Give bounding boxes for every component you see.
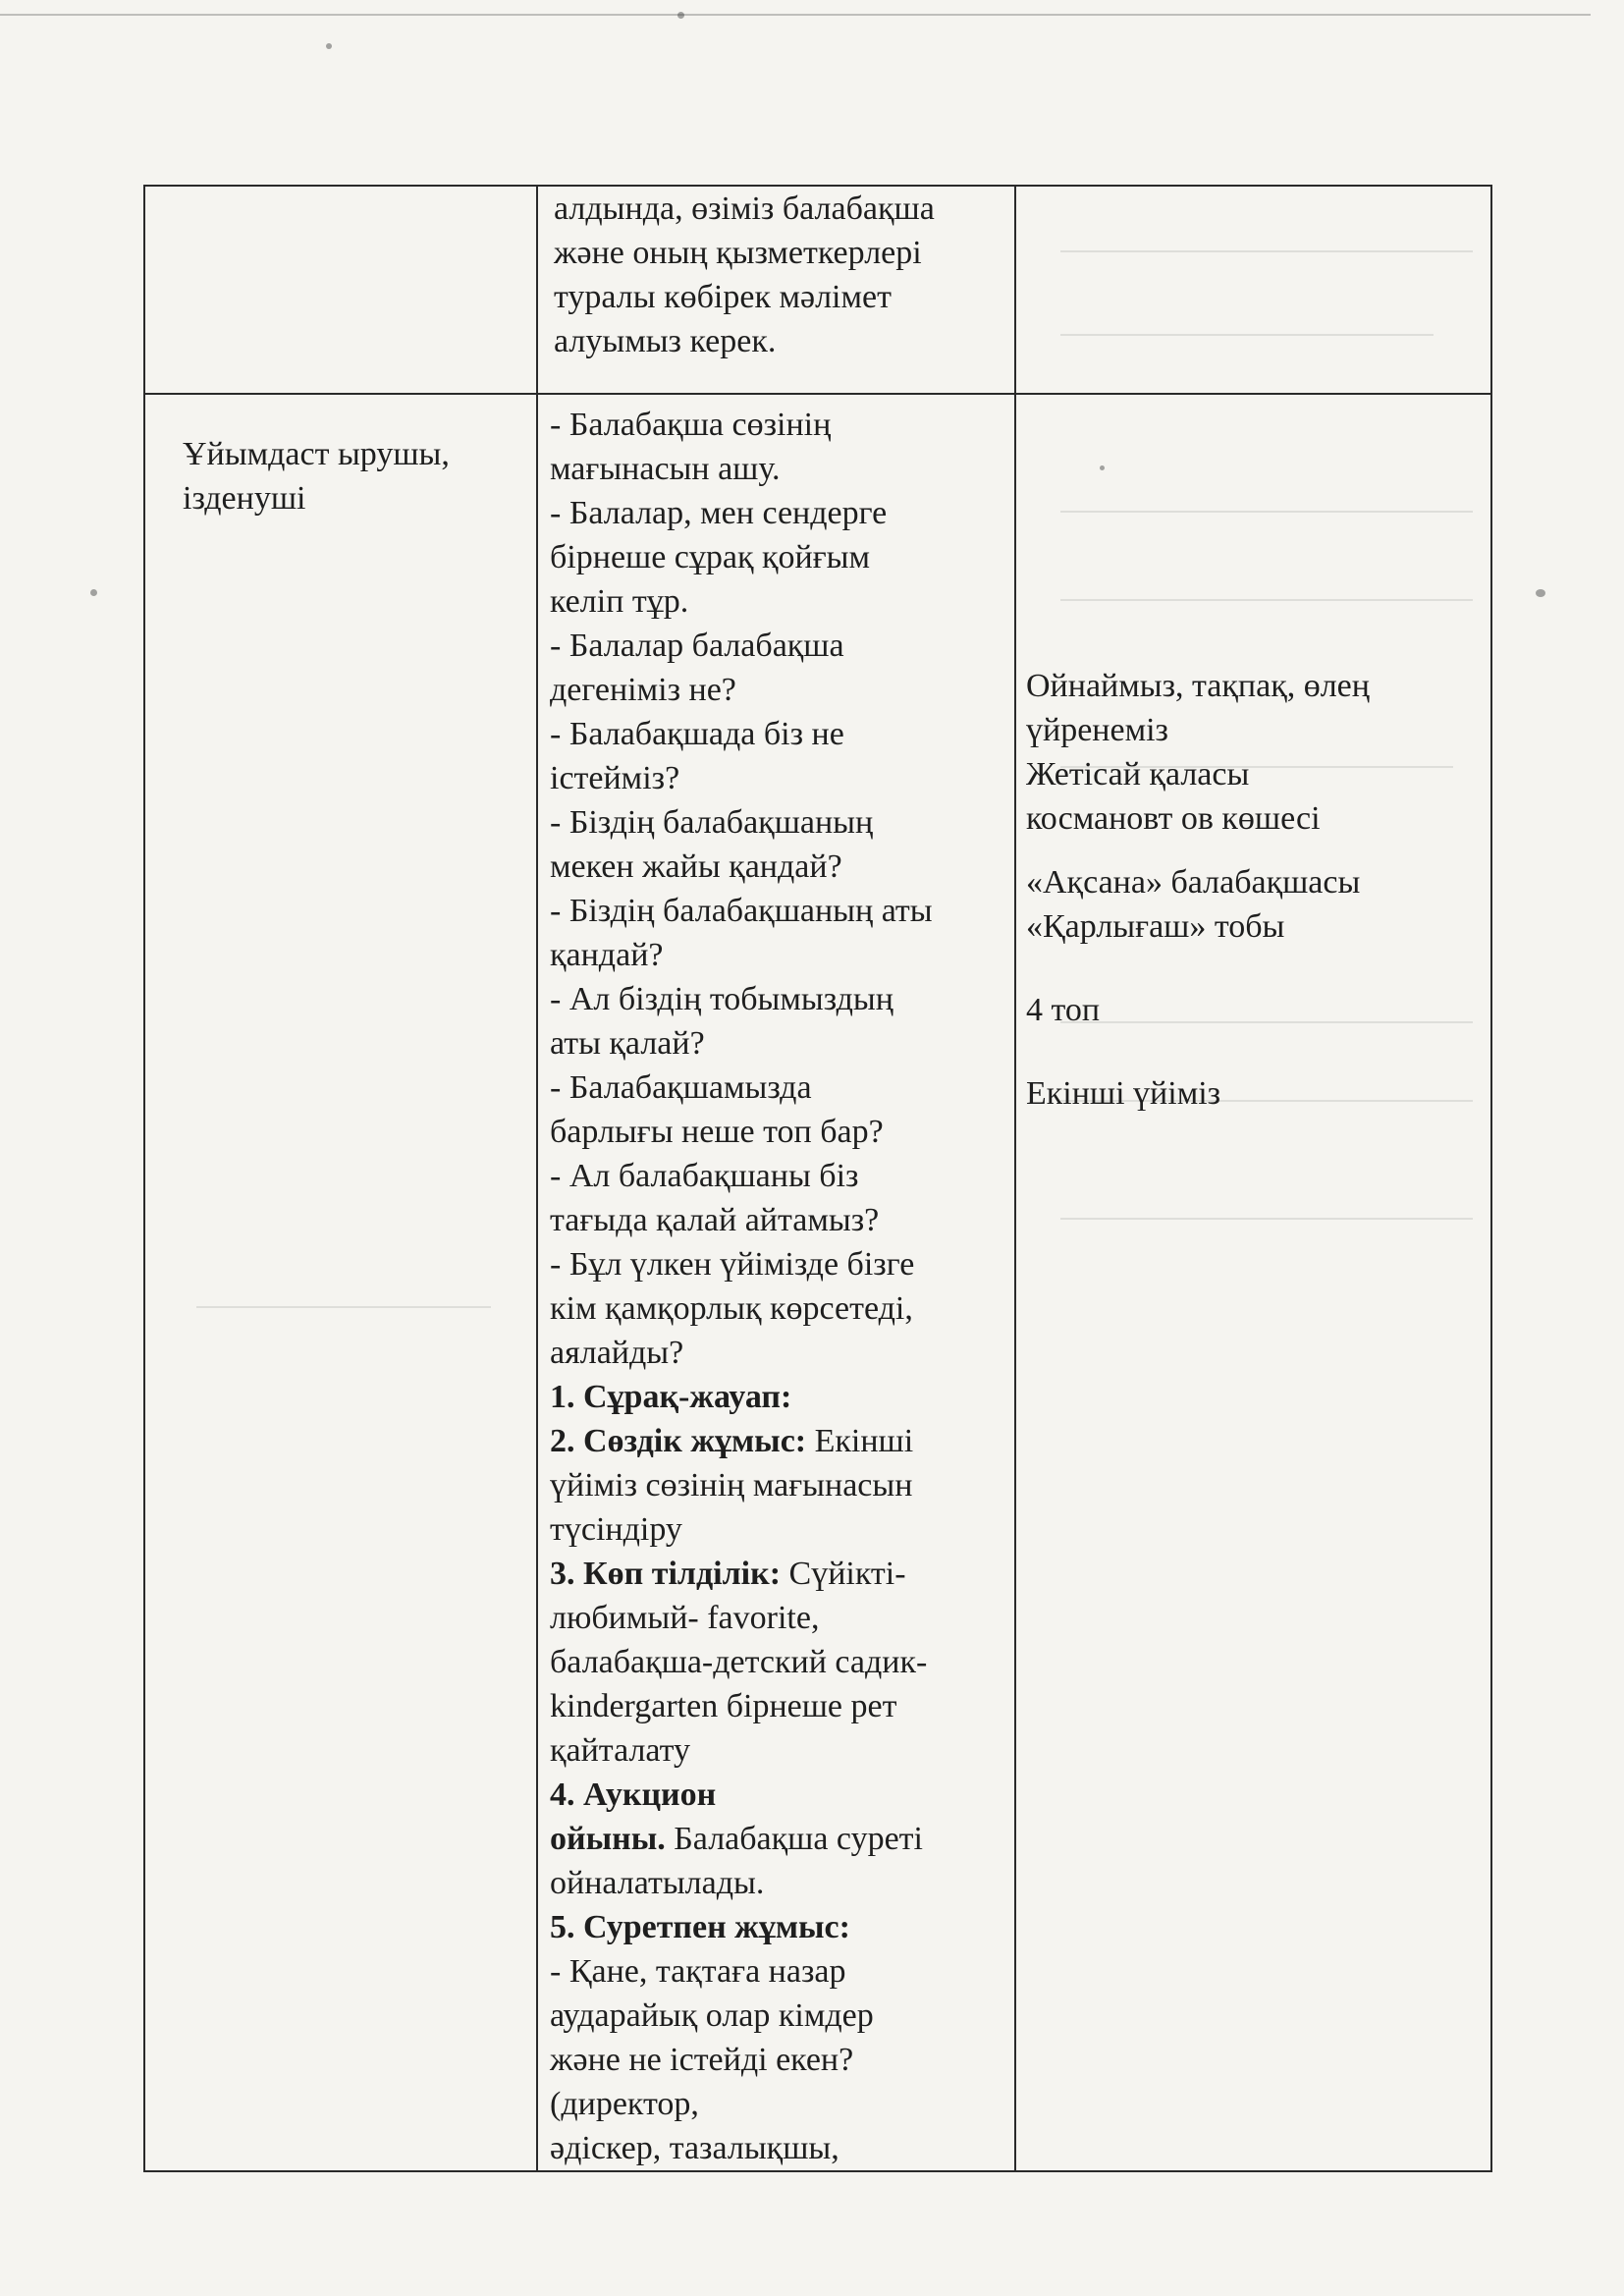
text-line: Екінші үйіміз bbox=[1026, 1075, 1221, 1112]
row1-teacher-cell bbox=[537, 186, 1015, 394]
table-row bbox=[144, 394, 1491, 2171]
text-line: алуымыз керек. bbox=[554, 323, 777, 359]
text-line: 4 топ bbox=[1026, 992, 1101, 1028]
text-line: космановт ов көшесі bbox=[1026, 800, 1321, 837]
item-heading: 3. Көп тілділік: bbox=[550, 1556, 782, 1592]
stage-label bbox=[145, 395, 536, 520]
text-line: «Ақсана» балабақшасы bbox=[1026, 864, 1361, 901]
text-line: - Балабақша сөзінің bbox=[550, 407, 832, 443]
text-line: және оның қызметкерлері bbox=[554, 235, 922, 271]
item-heading: 1. Сұрақ-жауап: bbox=[550, 1379, 792, 1415]
text-line: - Біздің балабақшаның аты bbox=[550, 893, 933, 929]
text-line: үйренеміз bbox=[1026, 712, 1168, 748]
text-line: дегеніміз не? bbox=[550, 672, 736, 708]
spacer bbox=[1026, 949, 1479, 988]
text-line: - Балабақшада біз не bbox=[550, 716, 844, 752]
item-heading: 5. Суретпен жұмыс: bbox=[550, 1909, 850, 1945]
text-line: аялайды? bbox=[550, 1335, 684, 1371]
text-line: бірнеше сұрақ қойғым bbox=[550, 539, 871, 575]
text-line: мағынасын ашу. bbox=[550, 451, 781, 487]
text-line: - Ал біздің тобымыздың bbox=[550, 981, 893, 1017]
text-line: - Ал балабақшаны біз bbox=[550, 1158, 859, 1194]
row2-stage-cell bbox=[144, 394, 537, 2171]
text-line: алдында, өзіміз балабақша bbox=[554, 191, 935, 227]
text-line: «Қарлығаш» тобы bbox=[1026, 908, 1285, 945]
text-line: қандай? bbox=[550, 937, 664, 973]
scan-top-rule bbox=[0, 14, 1591, 16]
text-line: аударайық олар кімдер bbox=[550, 1997, 874, 2034]
scan-speck bbox=[1536, 589, 1545, 597]
text-line: - Біздің балабақшаның bbox=[550, 804, 874, 841]
text-line: ойналатылады. bbox=[550, 1865, 765, 1901]
text-line: - Қане, тақтаға назар bbox=[550, 1953, 846, 1990]
text-fragment: Сүйікті- bbox=[781, 1556, 906, 1592]
spacer bbox=[1026, 1032, 1479, 1071]
row1-stage-cell bbox=[144, 186, 537, 394]
text-line: аты қалай? bbox=[550, 1025, 705, 1062]
text-line: - Балалар балабақша bbox=[550, 628, 844, 664]
text-line: - Балалар, мен сендерге bbox=[550, 495, 888, 531]
text-line: кім қамқорлық көрсетеді, bbox=[550, 1290, 913, 1327]
children-answers-text bbox=[1016, 395, 1490, 1116]
text-line: әдіскер, тазалықшы, bbox=[550, 2130, 839, 2166]
text-line: (директор, bbox=[550, 2086, 699, 2122]
text-line bbox=[550, 1552, 1001, 1596]
row1-children-cell bbox=[1015, 186, 1491, 394]
text-line: және не істейді екен? bbox=[550, 2042, 854, 2078]
scan-speck bbox=[677, 12, 684, 19]
item-heading: 2. Сөздік жұмыс: bbox=[550, 1423, 807, 1459]
item-heading: ойыны. bbox=[550, 1821, 666, 1857]
scan-speck bbox=[90, 589, 97, 596]
text-line: Ойнаймыз, тақпақ, өлең bbox=[1026, 668, 1370, 704]
text-line: - Балабақшамызда bbox=[550, 1069, 812, 1106]
teacher-activity-text bbox=[538, 395, 1014, 2170]
text-line: любимый- favorite, bbox=[550, 1600, 820, 1636]
text-line: түсіндіру bbox=[550, 1511, 682, 1548]
text-fragment: Екінші bbox=[806, 1423, 914, 1459]
text-line: балабақша-детский садик- bbox=[550, 1644, 928, 1680]
text-line: тағыда қалай айтамыз? bbox=[550, 1202, 880, 1238]
scan-speck bbox=[326, 43, 332, 49]
text-line: Ұйымдаст ырушы, bbox=[183, 436, 450, 472]
text-fragment: Балабақша суреті bbox=[665, 1821, 923, 1857]
text-line: kindergarten бірнеше рет bbox=[550, 1688, 897, 1724]
text-line: Жетісай қаласы bbox=[1026, 756, 1250, 793]
spacer bbox=[1026, 841, 1479, 860]
text-line: ізденуші bbox=[183, 480, 306, 517]
row2-children-cell bbox=[1015, 394, 1491, 2171]
text-line bbox=[550, 1419, 1001, 1463]
text-line: келіп тұр. bbox=[550, 583, 689, 620]
text-line: - Бұл үлкен үйімізде бізге bbox=[550, 1246, 915, 1283]
text-line: мекен жайы қандай? bbox=[550, 848, 842, 885]
text-line: істейміз? bbox=[550, 760, 680, 796]
row2-teacher-cell bbox=[537, 394, 1015, 2171]
text-line: үйіміз сөзінің мағынасын bbox=[550, 1467, 913, 1503]
item-heading: 4. Аукцион bbox=[550, 1777, 717, 1813]
text-line: туралы көбірек мәлімет bbox=[554, 279, 892, 315]
text-line bbox=[550, 1817, 1001, 1861]
row1-teacher-text bbox=[538, 187, 1014, 363]
text-line: қайталату bbox=[550, 1732, 691, 1769]
text-line: барлығы неше топ бар? bbox=[550, 1114, 884, 1150]
lesson-plan-table bbox=[143, 185, 1492, 2172]
table-row bbox=[144, 186, 1491, 394]
